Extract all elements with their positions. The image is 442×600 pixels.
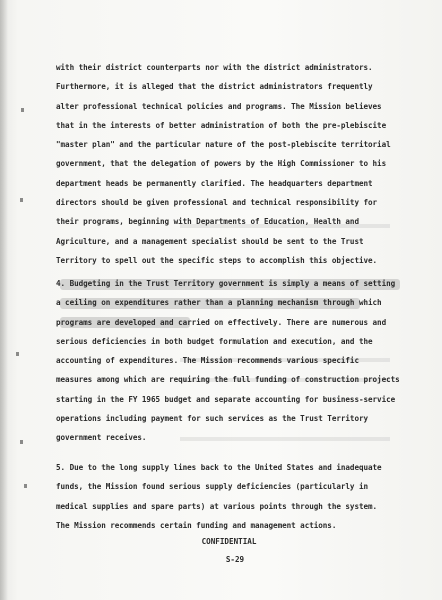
text-line: medical supplies and spare parts) at various points through the system. xyxy=(56,501,378,511)
text-line: alter professional technical policies and programs. The Mission believes xyxy=(56,101,382,111)
text-line: 4. Budgeting in the Trust Territory government is simply a means of setting xyxy=(56,279,396,288)
text-line: The Mission recommends certain funding and management actions. xyxy=(56,520,337,530)
text-line: Territory to spell out the specific steps to accomplish this objective. xyxy=(56,255,378,265)
paragraph-2 xyxy=(56,274,418,448)
margin-dot xyxy=(21,108,24,112)
text-line: directors should be given professional and technical responsibility for xyxy=(56,198,378,208)
margin-dot xyxy=(16,352,19,356)
text-line: their programs, beginning with Departments of Education, Health and xyxy=(56,217,359,227)
text-line: serious deficiencies in both budget formulation and execution, and the xyxy=(56,336,373,346)
page-number: S-29 xyxy=(225,555,245,564)
text-line: 5. Due to the long supply lines back to the United States and inadequate xyxy=(56,463,382,472)
text-line: Furthermore, it is alleged that the district administrators frequently xyxy=(56,82,373,92)
text-line: department heads be permanently clarified. The headquarters department xyxy=(56,178,373,188)
text-line: a ceiling on expenditures rather than a planning mechanism through which xyxy=(56,298,382,308)
text-line: measures among which are requiring the full funding of construction projects xyxy=(56,375,400,385)
classification-label: CONFIDENTIAL xyxy=(201,537,257,546)
page-edge-shadow xyxy=(0,0,8,600)
text-line: funds, the Mission found serious supply deficiencies (particularly in xyxy=(56,482,369,492)
margin-dot xyxy=(20,198,23,202)
text-line: government receives. xyxy=(56,433,147,443)
margin-dot xyxy=(24,484,27,488)
text-line: "master plan" and the particular nature of the post-plebiscite territorial xyxy=(56,140,391,150)
text-line: operations including payment for such services as the Trust Territory xyxy=(56,414,369,424)
text-line: programs are developed and carried on effectively. There are numerous and xyxy=(56,317,387,327)
text-line: that in the interests of better administration of both the pre-plebiscite xyxy=(56,120,387,130)
paragraph-1 xyxy=(56,58,418,270)
paragraph-3 xyxy=(56,458,418,535)
text-line: Agriculture, and a management specialist should be sent to the Trust xyxy=(56,236,364,246)
text-line: starting in the FY 1965 budget and separate accounting for business-service xyxy=(56,394,396,404)
text-line: accounting of expenditures. The Mission recommends various specific xyxy=(56,356,359,366)
margin-dot xyxy=(20,440,23,444)
text-line: with their district counterparts nor with the district administrators. xyxy=(56,63,373,72)
text-line: government, that the delegation of powers by the High Commissioner to his xyxy=(56,159,387,169)
